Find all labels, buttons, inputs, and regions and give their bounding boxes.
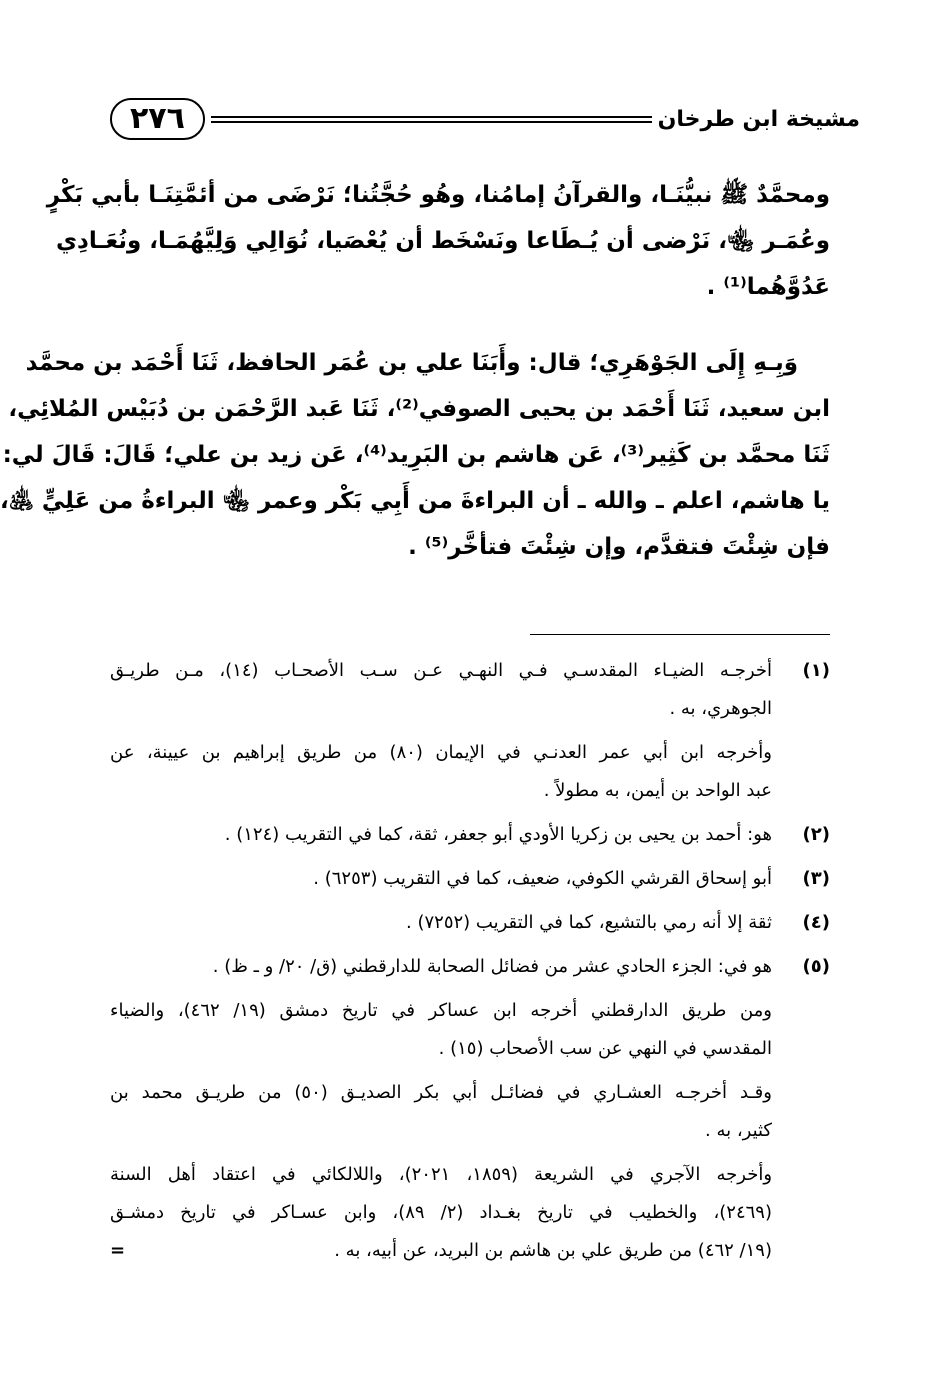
footnote-line: الجوهري، به .: [669, 698, 772, 719]
page-header: [110, 96, 860, 142]
footnote-number: (٥): [802, 956, 830, 977]
footnote-line: وأخرجه ابن أبي عمر العدنـي في الإيمان (٨٠) من طريق إبراهيم بن عيينة، عن: [110, 742, 772, 763]
footnote-paragraph: [110, 948, 772, 986]
footnote-3: [110, 860, 830, 898]
footnote-paragraph: [110, 860, 772, 898]
footnote-line: هو في: الجزء الحادي عشر من فضائل الصحابة للدارقطني (ق/ ٢٠/ و ـ ظ) .: [212, 956, 772, 977]
footnote-1: [110, 652, 830, 810]
footnote-line: أبو إسحاق القرشي الكوفي، ضعيف، كما في التقريب (٦٢٥٣) .: [313, 868, 772, 889]
footnote-line: كثير، به .: [705, 1120, 772, 1141]
paragraph-1: [46, 172, 830, 310]
footnote-line: المقدسي في النهي عن سب الأصحاب (١٥) .: [438, 1038, 772, 1059]
text-line: وَبِـهِ إِلَى الجَوْهَرِي؛ قال: وأَبَنَا علي بن عُمَر الحافظ، ثَنَا أَحْمَد بن محمَّد: [25, 350, 798, 376]
running-title: مشيخة ابن طرخان: [657, 106, 860, 132]
main-text: [0, 172, 830, 570]
footnote-5: [110, 948, 830, 1270]
footnote-paragraph: [110, 992, 772, 1068]
footnote-paragraph: [110, 734, 772, 810]
page-number: ٢٧٦: [110, 98, 205, 140]
footnote-line: عبد الواحد بن أيمن، به مطولاً .: [543, 780, 772, 801]
footnote-2: [110, 816, 830, 854]
footnote-line: ومن طريق الدارقطني أخرجه ابن عساكر في تاريخ دمشق (١٩/ ٤٦٢)، والضياء: [110, 1000, 772, 1021]
footnote-4: [110, 904, 830, 942]
footnote-body: [110, 652, 772, 810]
footnote-paragraph: [110, 1074, 772, 1150]
footnote-body: [110, 904, 772, 942]
footnote-paragraph: [110, 816, 772, 854]
footnote-paragraph: [110, 1156, 772, 1270]
footnote-line: هو: أحمد بن يحيى بن زكريا الأودي أبو جعفر، ثقة، كما في التقريب (١٢٤) .: [224, 824, 772, 845]
text-line: ابن سعيد، ثَنَا أَحْمَد بن يحيى الصوفي⁽²⁾، ثَنَا عَبد الرَّحْمَن بن دُبَيْس المُلائِي،: [8, 396, 830, 422]
header-double-rule: [211, 116, 652, 123]
footnote-number: (٢): [802, 824, 830, 845]
footnote-separator: [530, 634, 830, 635]
footnote-body: [110, 948, 772, 1270]
footnote-number: (٤): [802, 912, 830, 933]
text-line: فإن شِئْتَ فتقدَّم، وإن شِئْتَ فتأخَّر⁽⁵⁾ .: [408, 534, 830, 560]
footnote-line: أخرجـه الضيـاء المقدسـي فـي النهـي عـن سـب الأصحـاب (١٤)، مـن طريـق: [110, 660, 772, 681]
footnote-line-text: (١٩/ ٤٦٢) من طريق علي بن هاشم بن البريد، عن أبيه، به .: [334, 1240, 772, 1261]
footnote-line: ثقة إلا أنه رمي بالتشيع، كما في التقريب (٧٢٥٢) .: [406, 912, 772, 933]
footnote-number: (١): [802, 660, 830, 681]
footnote-body: [110, 816, 772, 854]
paragraph-2: [0, 340, 830, 570]
footnotes: [110, 652, 830, 1276]
text-line: ثَنَا محمَّد بن كَثِير⁽³⁾، عَن هاشم بن البَرِيد⁽⁴⁾، عَن زيد بن علي؛ قَالَ: قَالَ لي:: [2, 442, 830, 468]
footnote-line-continued: [110, 1232, 772, 1270]
footnote-number: (٣): [802, 868, 830, 889]
footnote-line: وقـد أخرجـه العشـاري في فضائـل أبي بكر الصديـق (٥٠) من طريـق محمد بن: [110, 1082, 772, 1103]
footnote-line: وأخرجه الآجري في الشريعة (١٨٥٩، ٢٠٢١)، واللالكائي في اعتقاد أهل السنة: [110, 1164, 773, 1185]
footnote-body: [110, 860, 772, 898]
text-line: عَدُوَّهُما⁽¹⁾ .: [706, 274, 830, 300]
text-line: ومحمَّدٌ ﷺ نبيُّنَـا، والقرآنُ إمامُنا، وهُو حُجَّتُنا؛ نَرْضَى من أئمَّتِنَـا بأبي بَكْرٍ: [46, 182, 830, 208]
continuation-mark: =: [110, 1240, 126, 1261]
footnote-paragraph: [110, 904, 772, 942]
text-line: وعُمَـر ﵄، نَرْضى أن يُـطَاعا ونَسْخَط أن يُعْصَيا، نُوَالِي وَلِيَّهُمَـا، ونُعَـادِي: [55, 228, 830, 254]
footnote-line: (٢٤٦٩)، والخطيب في تاريخ بغـداد (٢/ ٨٩)، وابن عسـاكر في تاريخ دمشـق: [110, 1202, 772, 1223]
footnote-paragraph: [110, 652, 772, 728]
text-line: يا هاشم، اعلم ـ والله ـ أن البراءةَ من أَبِي بَكْر وعمر ﵄ البراءةُ من عَلِيٍّ ﵁،: [0, 488, 830, 514]
